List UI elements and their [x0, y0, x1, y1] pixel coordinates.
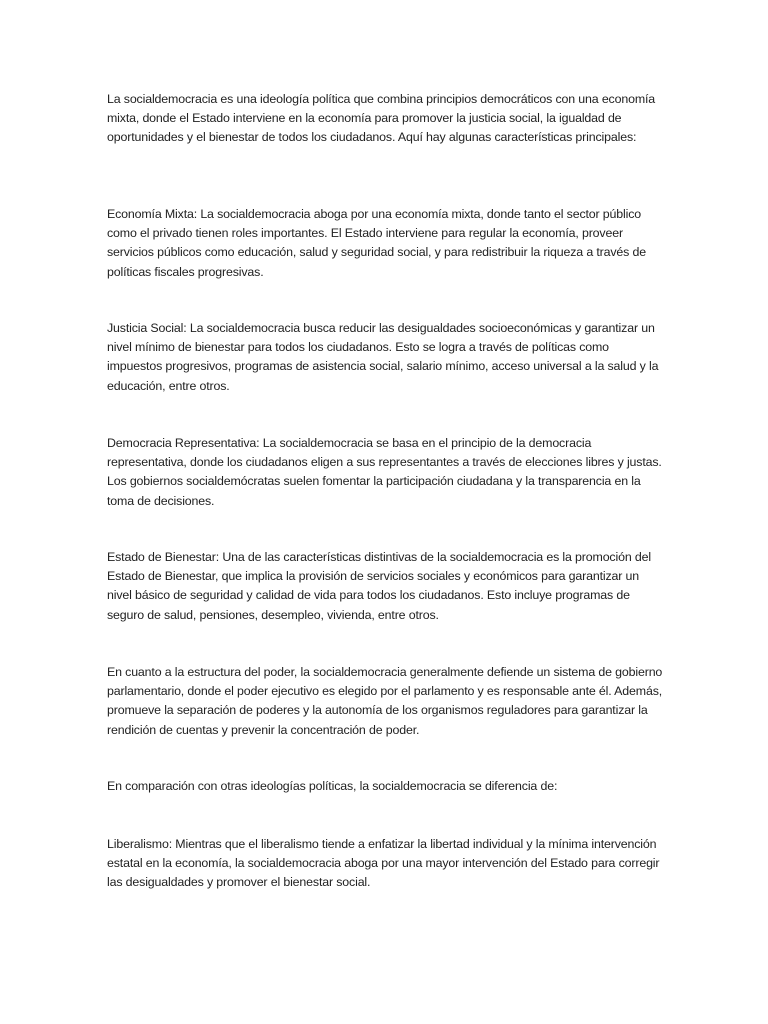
- paragraph-estado-de-bienestar: Estado de Bienestar: Una de las características distintivas de la socialdemocracia es la promoción del Estado de Bienestar, que implica la provisión de servicios sociales y económicos para garantizar un nivel básico de seguridad y calidad de vida para todos los ciudadanos. Esto incluye programas de seguro de salud, pensiones, desempleo, vivienda, entre otros.: [107, 550, 651, 622]
- paragraph-comparacion: En comparación con otras ideologías políticas, la socialdemocracia se diferencia de:: [107, 779, 558, 793]
- paragraph-intro: La socialdemocracia es una ideología política que combina principios democráticos con una economía mixta, donde el Estado interviene en la economía para promover la justicia social, la igualdad de oportunidades y el bienestar de todos los ciudadanos. Aquí hay algunas características principales:: [107, 92, 656, 145]
- paragraph-economia-mixta: Economía Mixta: La socialdemocracia aboga por una economía mixta, donde tanto el sector público como el privado tienen roles importantes. El Estado interviene para regular la economía, proveer servicios públicos como educación, salud y seguridad social, y para redistribuir la riqueza a través de políticas fiscales progresivas.: [107, 207, 646, 279]
- paragraph-liberalismo: Liberalismo: Mientras que el liberalismo tiende a enfatizar la libertad individual y la mínima intervención estatal en la economía, la socialdemocracia aboga por una mayor intervención del Estado para corregir las desigualdades y promover el bienestar social.: [107, 837, 660, 890]
- paragraph-justicia-social: Justicia Social: La socialdemocracia busca reducir las desigualdades socioeconómicas y garantizar un nivel mínimo de bienestar para todos los ciudadanos. Esto se logra a través de políticas como impuestos progresivos, programas de asistencia social, salario mínimo, acceso universal a la salud y la educación, entre otros.: [107, 321, 659, 393]
- paragraph-democracia-representativa: Democracia Representativa: La socialdemocracia se basa en el principio de la democracia representativa, donde los ciudadanos eligen a sus representantes a través de elecciones libres y justas. Los gobiernos socialdemócratas suelen fomentar la participación ciudadana y la transparencia en la toma de decisiones.: [107, 436, 662, 508]
- paragraph-estructura-del-poder: En cuanto a la estructura del poder, la socialdemocracia generalmente defiende un sistema de gobierno parlamentario, donde el poder ejecutivo es elegido por el parlamento y es responsable ante él. Además, promueve la separación de poderes y la autonomía de los organismos reguladores para garantizar la rendición de cuentas y prevenir la concentración de poder.: [107, 665, 663, 737]
